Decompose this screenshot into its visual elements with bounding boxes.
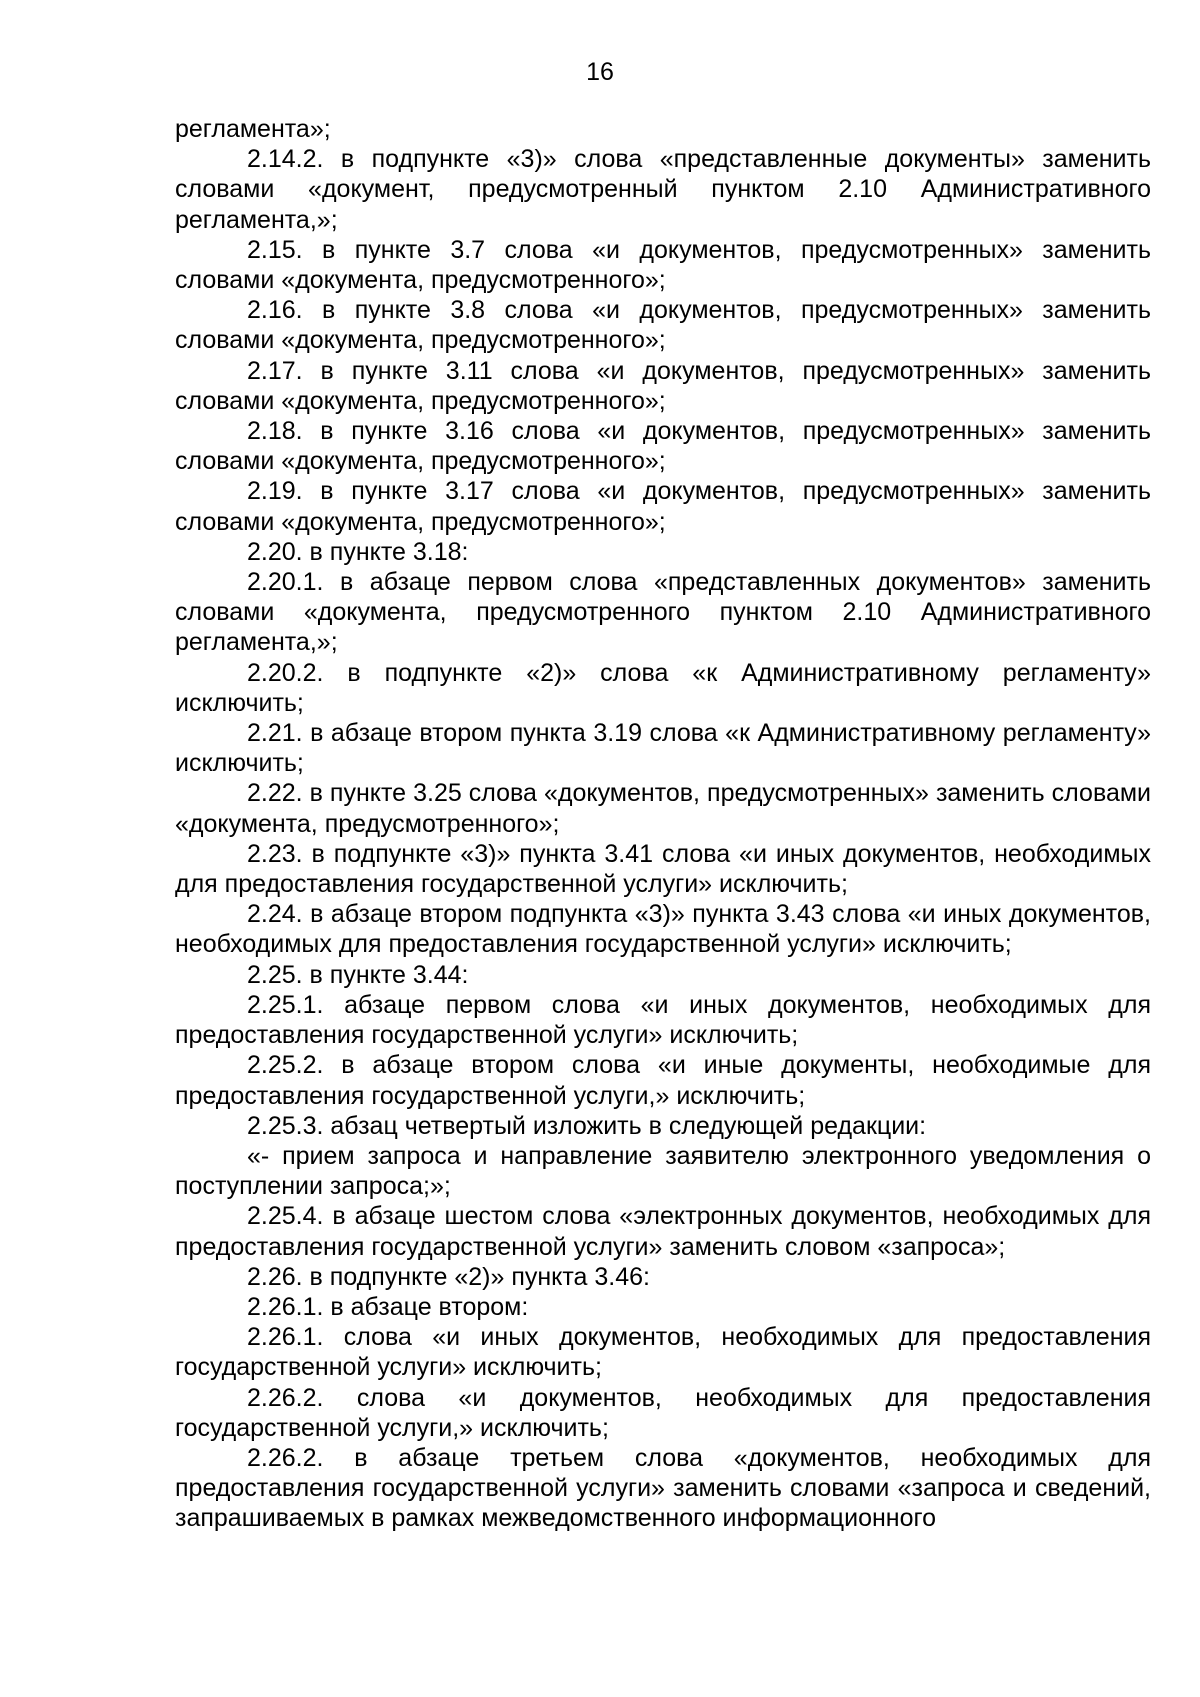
paragraph: 2.20.2. в подпункте «2)» слова «к Административному регламенту» исключить;: [175, 658, 1151, 717]
paragraph: 2.25.3. абзац четвертый изложить в следующей редакции:: [247, 1111, 927, 1140]
paragraph: 2.26.1. слова «и иных документов, необходимых для предоставления государственной услуги» исключить;: [175, 1323, 1151, 1382]
paragraph: 2.20.1. в абзаце первом слова «представленных документов» заменить словами «документа, предусмотренного пунктом 2.10 Административного регламента,»;: [175, 568, 1151, 657]
paragraph: 2.14.2. в подпункте «3)» слова «представленные документы» заменить словами «документ, предусмотренный пунктом 2.10 Административного регламента,»;: [175, 145, 1151, 234]
paragraph: 2.23. в подпункте «3)» пункта 3.41 слова «и иных документов, необходимых для предоставления государственной услуги» исключить;: [175, 839, 1151, 899]
paragraph: 2.25. в пункте 3.44:: [247, 960, 469, 989]
paragraph: 2.17. в пункте 3.11 слова «и документов, предусмотренных» заменить словами «документа, предусмотренного»;: [175, 356, 1151, 415]
paragraph: 2.19. в пункте 3.17 слова «и документов, предусмотренных» заменить словами «документа, предусмотренного»;: [175, 477, 1151, 536]
paragraph: 2.15. в пункте 3.7 слова «и документов, предусмотренных» заменить словами «документа, предусмотренного»;: [175, 235, 1151, 295]
paragraph: 2.26. в подпункте «2)» пункта 3.46:: [247, 1262, 651, 1291]
paragraph: 2.25.4. в абзаце шестом слова «электронных документов, необходимых для предоставления государственной услуги» заменить словом «запроса»;: [175, 1202, 1151, 1261]
paragraph: 2.22. в пункте 3.25 слова «документов, предусмотренных» заменить словами «документа, предусмотренного»;: [175, 779, 1151, 838]
paragraph: 2.20. в пункте 3.18:: [247, 537, 469, 566]
paragraph: 2.26.1. в абзаце втором:: [247, 1292, 529, 1321]
paragraph: 2.25.1. абзаце первом слова «и иных документов, необходимых для предоставления государственной услуги» исключить;: [175, 990, 1151, 1050]
paragraph: 2.26.2. слова «и документов, необходимых для предоставления государственной услуги,» исключить;: [175, 1383, 1151, 1442]
paragraph: 2.18. в пункте 3.16 слова «и документов, предусмотренных» заменить словами «документа, предусмотренного»;: [175, 417, 1151, 476]
paragraph: 2.26.2. в абзаце третьем слова «документов, необходимых для предоставления государственной услуги» заменить словами «запроса и сведений, запрашиваемых в рамках межведомственного информационного: [175, 1443, 1151, 1533]
paragraph: «- прием запроса и направление заявителю электронного уведомления о поступлении запроса;»;: [175, 1141, 1151, 1201]
document-body: [175, 114, 1151, 1534]
paragraph: 2.24. в абзаце втором подпункта «3)» пункта 3.43 слова «и иных документов, необходимых для предоставления государственной услуги» исключить;: [175, 900, 1151, 959]
page-number: 16: [586, 58, 614, 86]
paragraph: регламента»;: [175, 115, 331, 143]
paragraph: 2.25.2. в абзаце втором слова «и иные документы, необходимые для предоставления государственной услуги,» исключить;: [175, 1051, 1151, 1110]
paragraph: 2.16. в пункте 3.8 слова «и документов, предусмотренных» заменить словами «документа, предусмотренного»;: [175, 296, 1151, 355]
paragraph: 2.21. в абзаце втором пункта 3.19 слова «к Административному регламенту» исключить;: [175, 719, 1151, 778]
